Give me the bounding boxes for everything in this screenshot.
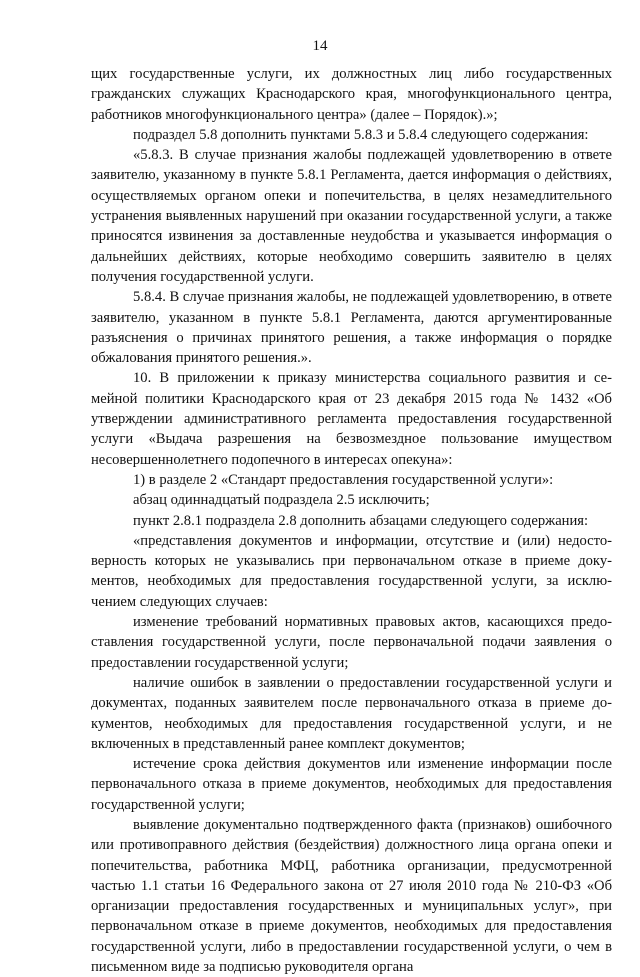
paragraph: щих государственные услуги, их должностных лиц либо государственных гражданских служащих Краснодарского края, многофункционального центра, работников многофункционального центра» (далее – Порядок).»; (91, 66, 612, 123)
paragraph: истечение срока действия документов или изменение информации после первоначального отказа в приеме документов, необходимых для предоставления государственной услуги; (91, 756, 612, 813)
page-number: 14 (312, 38, 328, 54)
paragraph: подраздел 5.8 дополнить пунктами 5.8.3 и 5.8.4 следующего содержания: (133, 126, 589, 143)
paragraph: изменение требований нормативных правовых актов, касающихся предоставления государственной услуги, после первоначальной подачи заявления о предоставлении государственной услуги; (91, 614, 612, 671)
paragraph: «5.8.3. В случае признания жалобы подлежащей удовлетворению в ответе заявителю, указанному в пункте 5.8.1 Регламента, дается информация о действиях, осуществляемых органом опеки и попечительства, в целях незамедлительного устранения выявленных нарушений при оказании государственной услуги, а также приносятся извинения за доставленные неудобства и указывается информация о дальнейших действиях, которые необходимо совершить заявителю в целях получения государственной услуги. (91, 147, 612, 285)
paragraph: наличие ошибок в заявлении о предоставлении государственной услуги и документах, поданных заявителем после первоначального отказа в приеме документов, необходимых для предоставления государственной услуги, и не включенных в представленный ранее комплект документов; (91, 674, 612, 752)
paragraph: пункт 2.8.1 подраздела 2.8 дополнить абзацами следующего содержания: (133, 512, 589, 529)
paragraph: выявление документально подтвержденного факта (признаков) ошибочного или противоправного действия (бездействия) должностного лица органа опеки и попечительства, работника МФЦ, работника организации, предусмотренной частью 1.1 статьи 16 Федерального закона от 27 июля 2010 года № 210-ФЗ «Об организации предоставления государственных и муниципальных услуг», при первоначальном отказе в приеме документов, необходимых для предоставления государственной услуги, либо в предоставлении государственной услуги, о чем в письменном виде за подписью руководителя органа (91, 816, 612, 976)
paragraph: 5.8.4. В случае признания жалобы, не подлежащей удовлетворению, в ответе заявителю, указанном в пункте 5.8.1 Регламента, даются аргументированные разъяснения о причинах принятого решения, а также информация о порядке обжалования принятого решения.». (91, 289, 612, 367)
document-body (91, 64, 612, 977)
paragraph: «представления документов и информации, отсутствие и (или) недостоверность которых не указывались при первоначальном отказе в приеме документов, необходимых для предоставления государственной услуги, за исключением следующих случаев: (91, 532, 612, 610)
paragraph: 1) в разделе 2 «Стандарт предоставления государственной услуги»: (133, 471, 554, 488)
paragraph: 10. В приложении к приказу министерства социального развития и семейной политики Краснодарского края от 23 декабря 2015 года № 1432 «Об утверждении административного регламента предоставления государственной услуги «Выдача разрешения на безвозмездное пользование имуществом несовершеннолетнего подопечного в интересах опекуна»: (91, 370, 612, 468)
paragraph: абзац одиннадцатый подраздела 2.5 исключить; (133, 492, 430, 509)
